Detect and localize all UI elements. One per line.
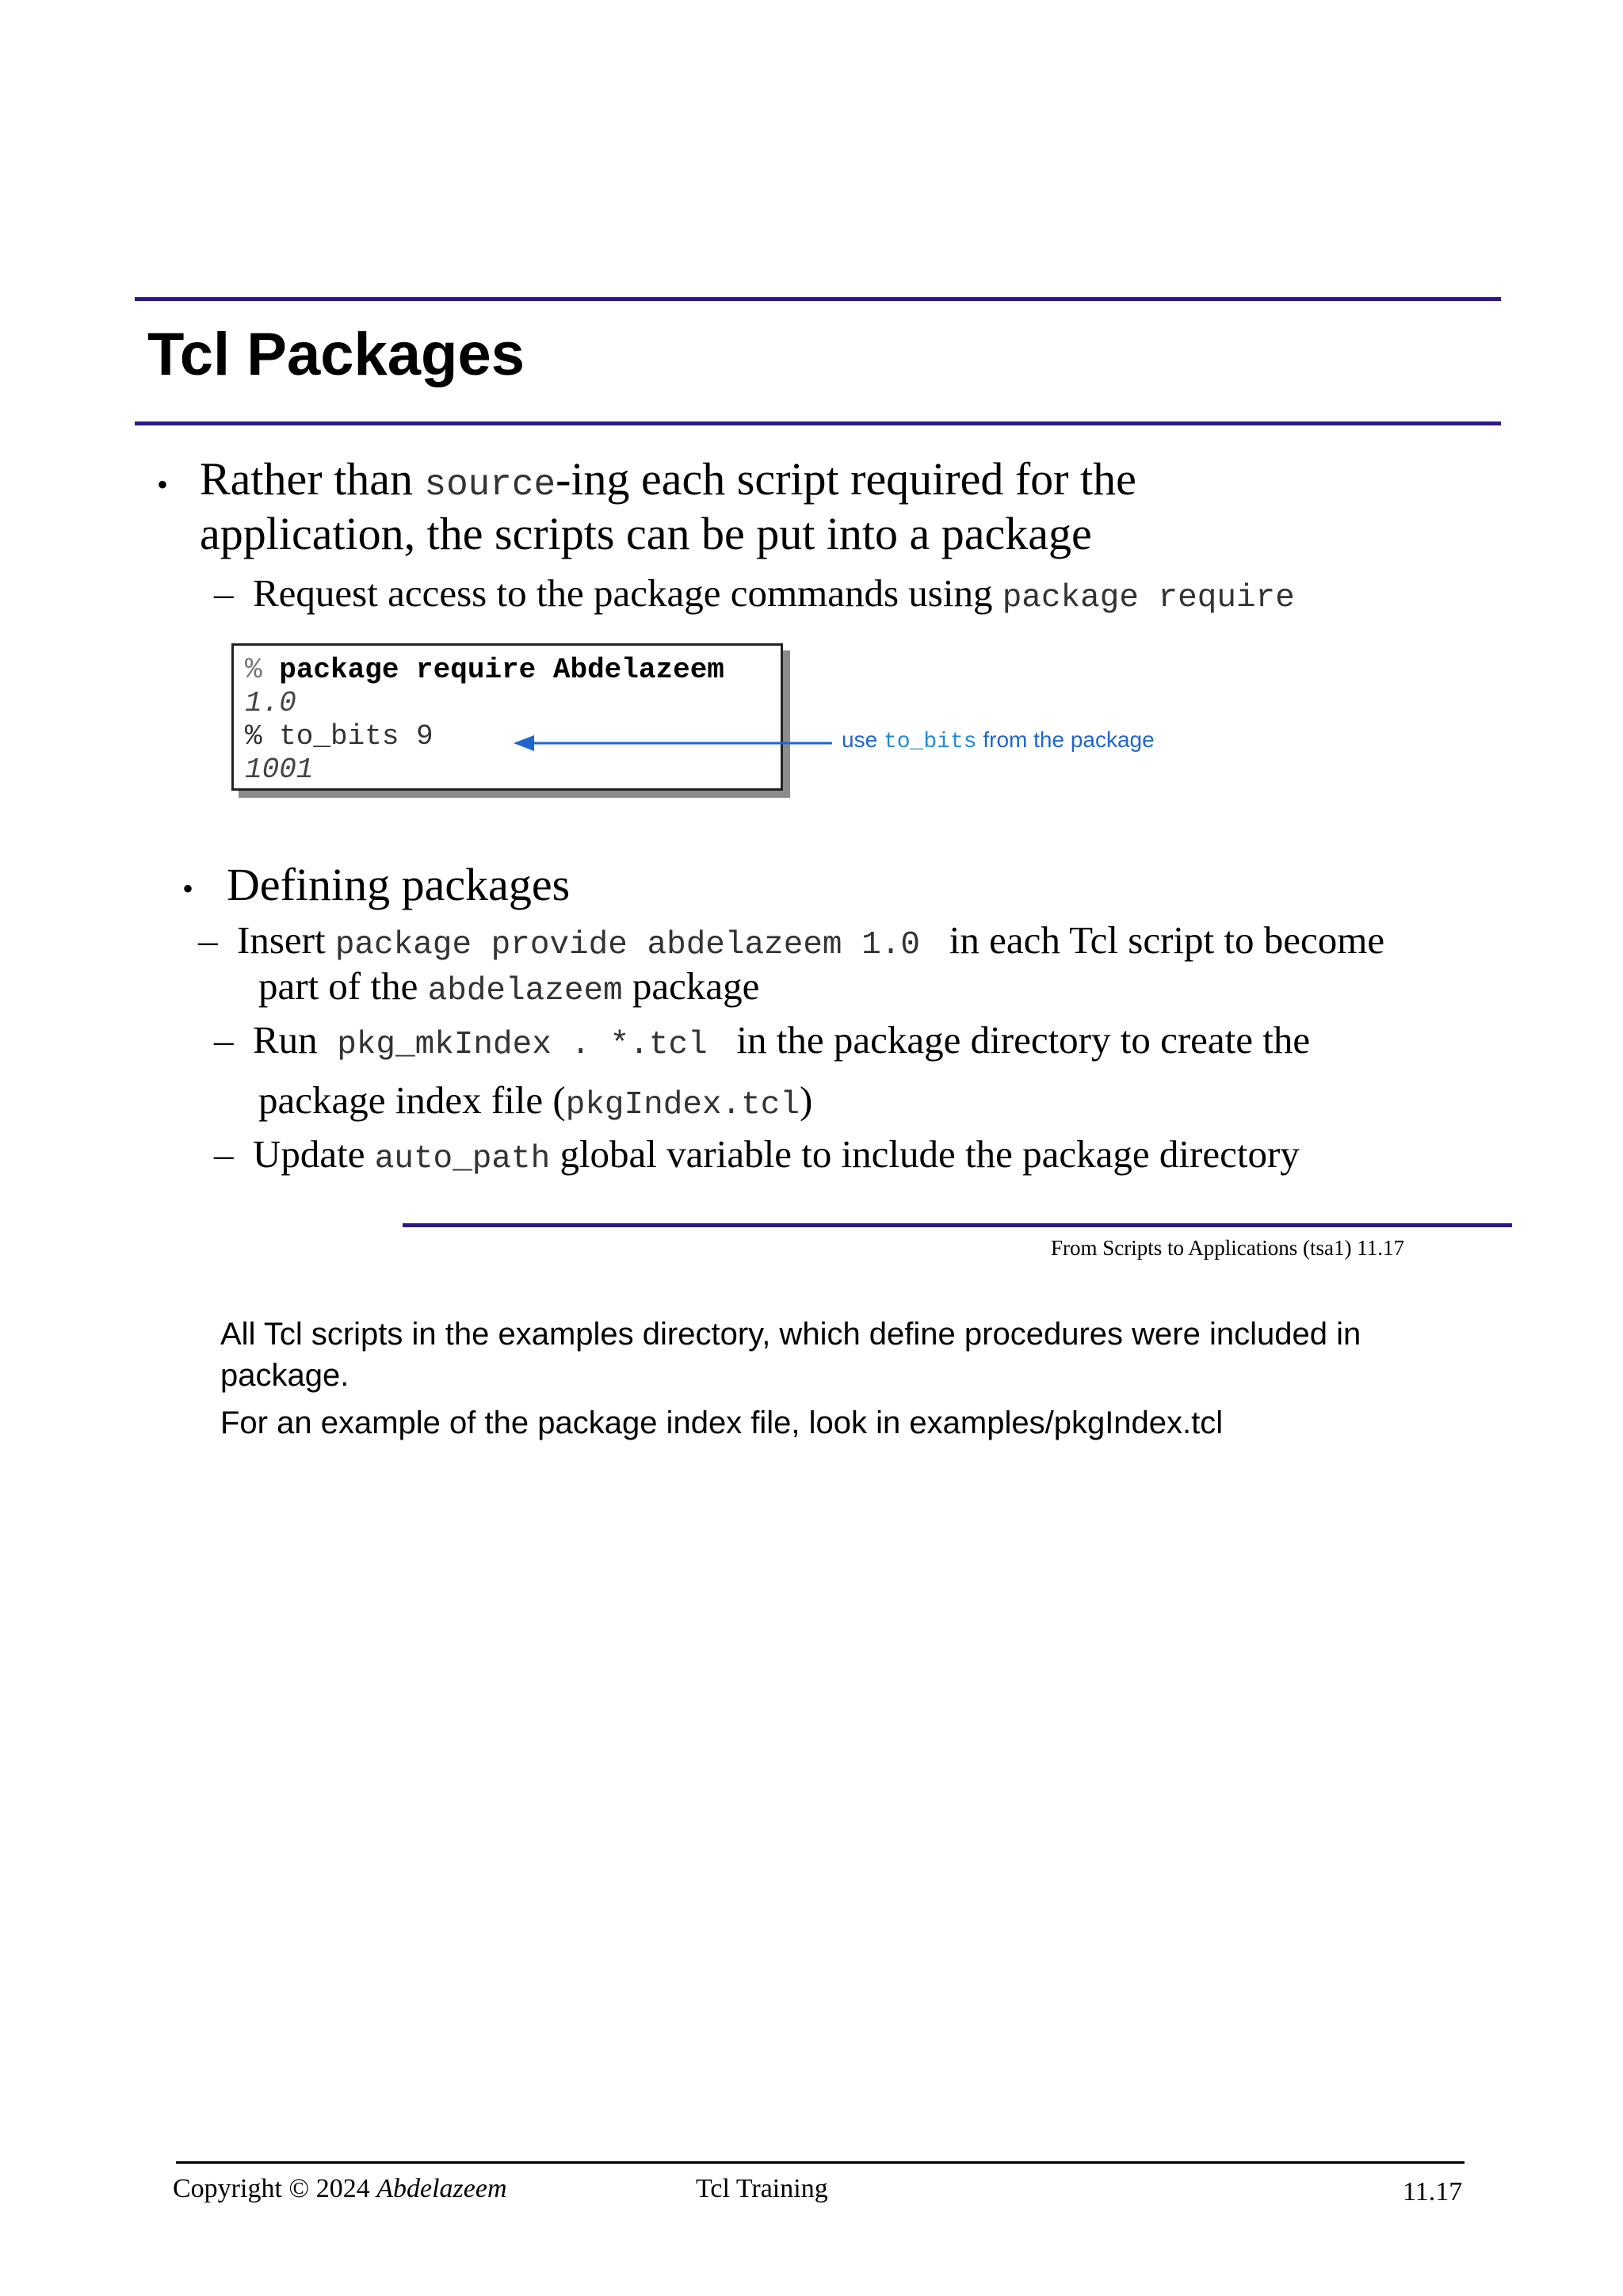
slide-footer-text: From Scripts to Applications (tsa1) 11.17	[1051, 1236, 1404, 1260]
notes-paragraph-1: All Tcl scripts in the examples directory, which define procedures were included in package.	[220, 1317, 1361, 1393]
bullet-dot-1: •	[157, 467, 169, 502]
code-example-box	[231, 643, 783, 791]
slide-title: Tcl Packages	[147, 321, 525, 388]
bullet2-sub2-line2: package index file (pkgIndex.tcl)	[258, 1078, 813, 1123]
code-line-4: 1001	[245, 753, 314, 786]
code-abdelazeem: abdelazeem	[427, 973, 623, 1009]
code-line-1: package require Abdelazeem	[279, 654, 724, 686]
page-footer-rule	[176, 2161, 1465, 2164]
code-auto-path: auto_path	[374, 1141, 551, 1177]
bullet1-line1: Rather than source-ing each script required for the	[200, 453, 1136, 505]
page-footer-center: Tcl Training	[696, 2174, 828, 2203]
code-source: source	[424, 464, 556, 505]
bullet-dot-2: •	[182, 871, 194, 906]
page-footer-author: Abdelazeem	[376, 2174, 507, 2203]
page-number: 11.17	[1403, 2177, 1463, 2206]
code-line-2: 1.0	[245, 687, 296, 719]
code-package-provide: package provide abdelazeem 1.0	[334, 927, 920, 963]
callout-arrow	[507, 727, 832, 759]
prompt-symbol: %	[245, 654, 262, 686]
bullet2-text: Defining packages	[227, 859, 571, 910]
bullet1-sub: – Request access to the package commands using package require	[214, 571, 1295, 616]
code-to-bits: to_bits	[883, 730, 977, 754]
bullet2-sub1-line1: – Insert package provide abdelazeem 1.0 in each Tcl script to become	[198, 918, 1385, 963]
bullet1-line2: application, the scripts can be put into a package	[200, 508, 1092, 559]
code-pkg-mkindex: pkg_mkIndex . *.tcl	[337, 1027, 708, 1063]
notes-paragraph-2: For an example of the package index file, look in examples/pkgIndex.tcl	[220, 1405, 1224, 1440]
slide-title-rule	[135, 421, 1501, 425]
bullet2-sub3: – Update auto_path global variable to include the package directory	[214, 1132, 1300, 1177]
bullet2-sub2-line1: – Run pkg_mkIndex . *.tcl in the package directory to create the	[214, 1018, 1311, 1063]
slide-top-rule	[135, 297, 1501, 301]
slide-bottom-rule	[403, 1223, 1512, 1227]
bullet2-sub1-line2: part of the abdelazeem package	[258, 964, 760, 1009]
page-footer-copyright: Copyright © 2024 Abdelazeem	[173, 2174, 507, 2203]
code-pkgindex: pkgIndex.tcl	[565, 1087, 800, 1123]
code-package-require: package require	[1002, 580, 1295, 616]
callout-text: use to_bits from the package	[842, 727, 1155, 754]
code-line-3: % to_bits 9	[245, 720, 433, 753]
